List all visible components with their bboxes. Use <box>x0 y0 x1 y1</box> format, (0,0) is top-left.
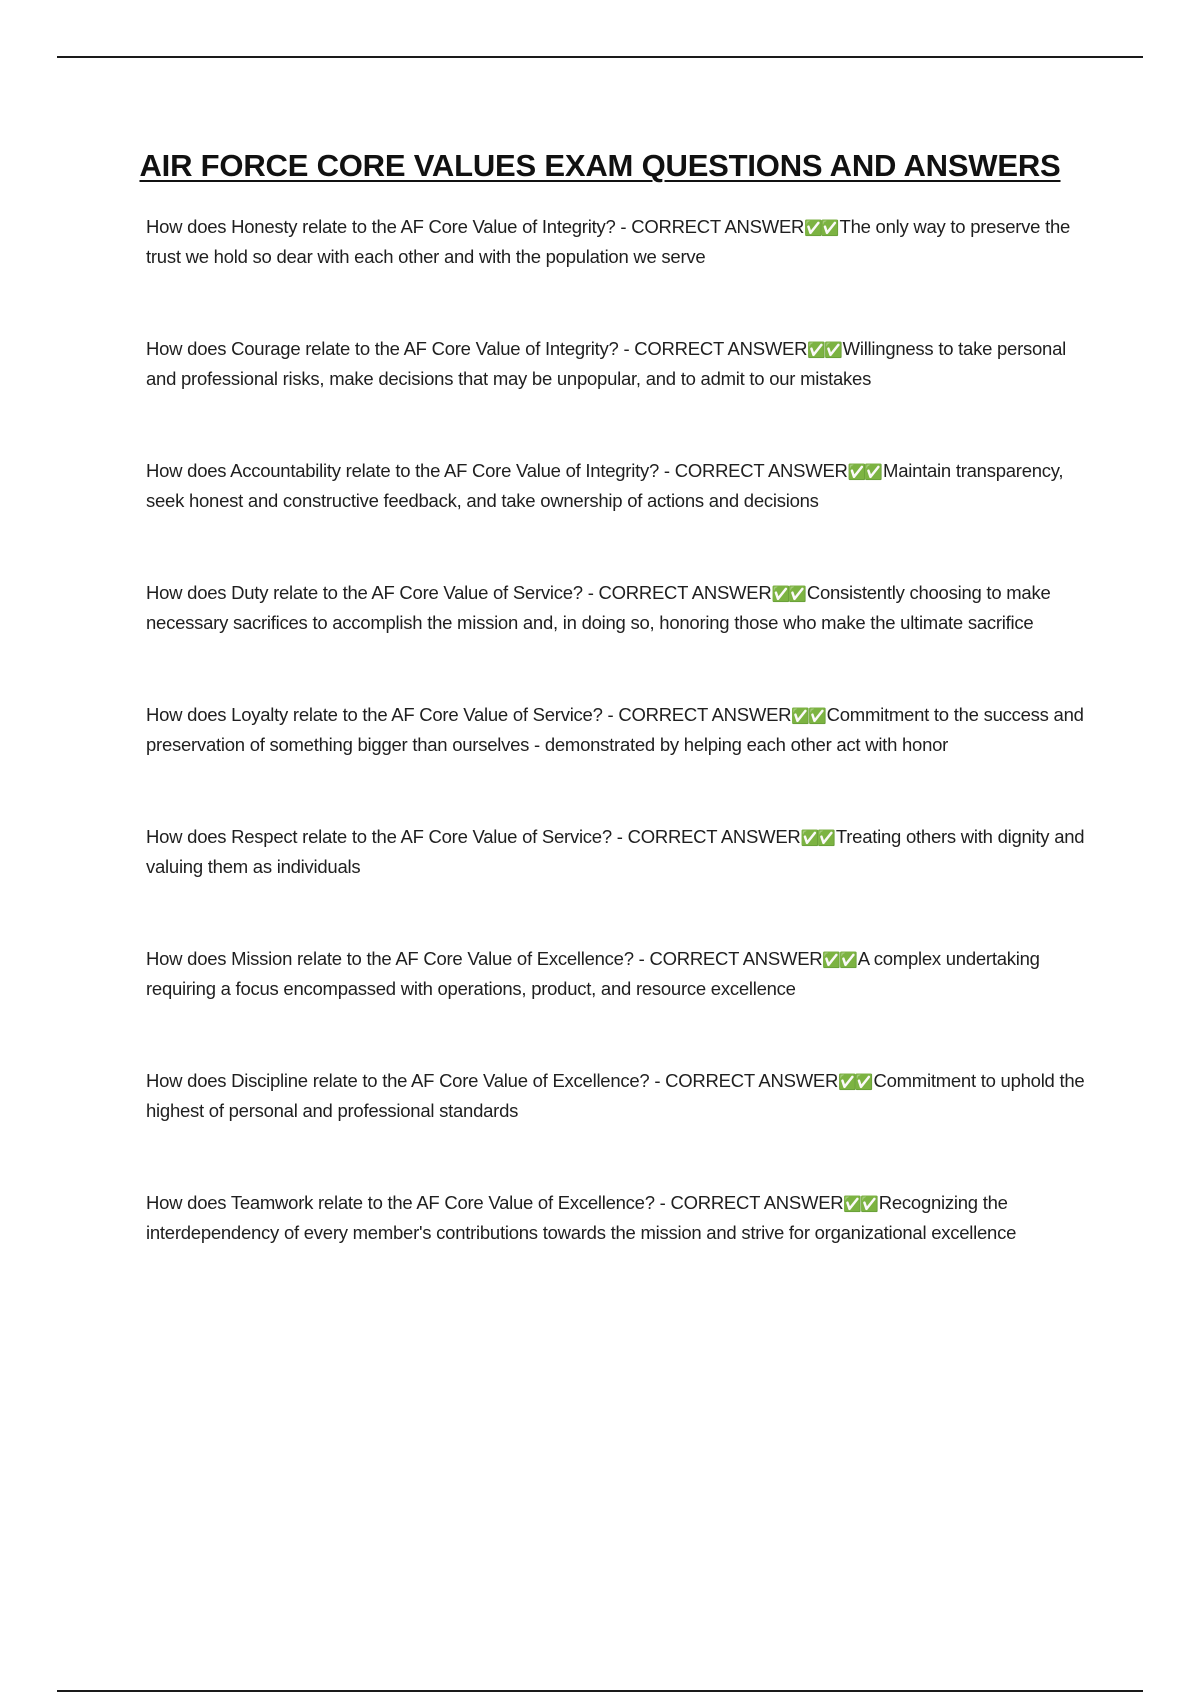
question-text: How does Honesty relate to the AF Core Value of Integrity? - <box>146 216 632 237</box>
answer-text: Commitment to the success and preservation of something bigger than ourselves - demonstrated by helping each other act with honor <box>146 704 1084 755</box>
question-text: How does Teamwork relate to the AF Core Value of Excellence? - <box>146 1192 671 1213</box>
answer-label: CORRECT ANSWER <box>618 704 792 725</box>
question-text: How does Mission relate to the AF Core Value of Excellence? - <box>146 948 650 969</box>
qa-item <box>146 1067 1096 1125</box>
qa-item <box>146 335 1096 393</box>
checkmark-icon: ✅✅ <box>804 219 838 237</box>
top-rule <box>57 56 1143 58</box>
checkmark-icon: ✅✅ <box>800 829 834 847</box>
checkmark-icon: ✅✅ <box>847 463 882 481</box>
answer-text: The only way to preserve the trust we hold so dear with each other and with the population we serve <box>146 216 1071 267</box>
checkmark-icon: ✅✅ <box>843 1195 877 1213</box>
question-text: How does Duty relate to the AF Core Value of Service? - <box>146 582 599 603</box>
checkmark-icon: ✅✅ <box>771 585 805 603</box>
answer-text: Commitment to uphold the highest of personal and professional standards <box>146 1070 1085 1121</box>
answer-label: CORRECT ANSWER <box>670 1192 844 1213</box>
checkmark-icon: ✅✅ <box>822 951 856 969</box>
qa-item <box>146 945 1096 1003</box>
question-text: How does Respect relate to the AF Core Value of Service? - <box>146 826 628 847</box>
answer-text: Maintain transparency, seek honest and constructive feedback, and take ownership of actions and decisions <box>146 460 1064 511</box>
bottom-rule <box>57 1690 1143 1692</box>
answer-label: CORRECT ANSWER <box>665 1070 839 1091</box>
question-text: How does Accountability relate to the AF Core Value of Integrity? - <box>146 460 675 481</box>
question-text: How does Courage relate to the AF Core Value of Integrity? - <box>146 338 635 359</box>
question-text: How does Discipline relate to the AF Core Value of Excellence? - <box>146 1070 666 1091</box>
answer-label: CORRECT ANSWER <box>649 948 823 969</box>
qa-item <box>146 701 1096 759</box>
answer-text: Recognizing the interdependency of every member's contributions towards the mission and strive for organizational excellence <box>146 1192 1017 1243</box>
answer-label: CORRECT ANSWER <box>634 338 808 359</box>
qa-list <box>146 213 1096 1311</box>
answer-text: Treating others with dignity and valuing them as individuals <box>146 826 1085 877</box>
qa-item <box>146 457 1096 515</box>
answer-text: A complex undertaking requiring a focus encompassed with operations, product, and resource excellence <box>146 948 1040 999</box>
answer-text: Consistently choosing to make necessary sacrifices to accomplish the mission and, in doing so, honoring those who make the ultimate sacrifice <box>146 582 1051 633</box>
checkmark-icon: ✅✅ <box>807 341 841 359</box>
page-title: AIR FORCE CORE VALUES EXAM QUESTIONS AND ANSWERS <box>139 148 1061 183</box>
answer-label: CORRECT ANSWER <box>631 216 805 237</box>
checkmark-icon: ✅✅ <box>791 707 825 725</box>
answer-text: Willingness to take personal and professional risks, make decisions that may be unpopular, and to admit to our mistakes <box>146 338 1066 389</box>
checkmark-icon: ✅✅ <box>838 1073 872 1091</box>
answer-label: CORRECT ANSWER <box>674 460 848 481</box>
qa-item <box>146 823 1096 881</box>
qa-item <box>146 579 1096 637</box>
answer-label: CORRECT ANSWER <box>627 826 801 847</box>
question-text: How does Loyalty relate to the AF Core Value of Service? - <box>146 704 619 725</box>
qa-item <box>146 1189 1096 1247</box>
answer-label: CORRECT ANSWER <box>598 582 772 603</box>
qa-item <box>146 213 1096 271</box>
